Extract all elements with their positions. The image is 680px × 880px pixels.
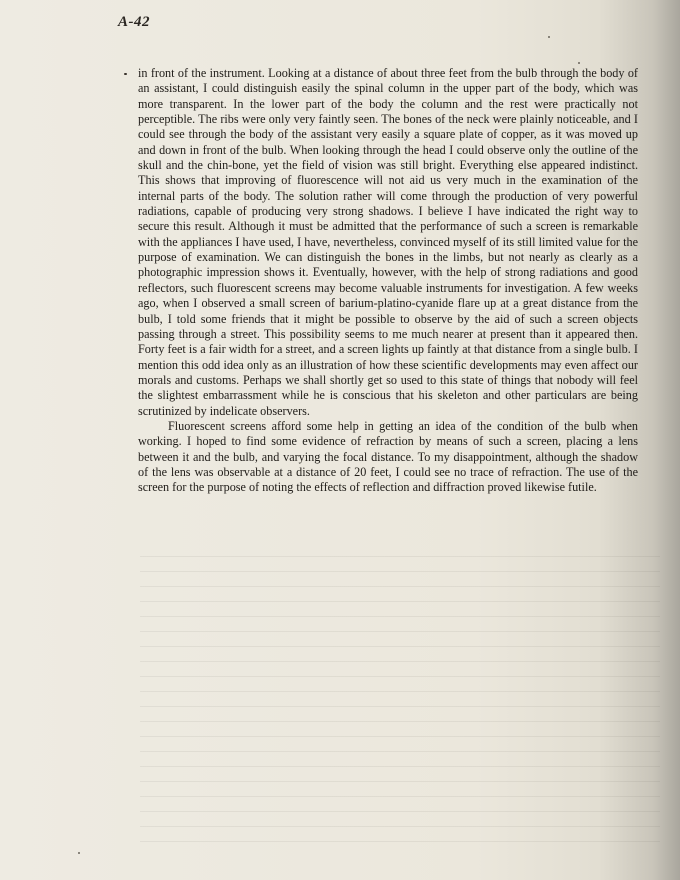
- paragraph-2: Fluorescent screens afford some help in getting an idea of the condition of the bulb when working. I hoped to find some evidence of refraction by means of such a screen, placing a lens between it and the bulb, and varying the focal distance. To my disappointment, although the shadow of the lens was observable at a distance of 20 feet, I could see no trace of refraction. The use of the screen for the purpose of noting the effects of reflection and diffraction proved likewise futile.: [138, 418, 638, 495]
- paper-speck: [548, 36, 550, 38]
- paper-speck: [78, 852, 80, 854]
- paragraph-1: in front of the instrument. Looking at a distance of about three feet from the bulb through the body of an assistant, I could distinguish easily the spinal column in the upper part of the body, which was more transparent. In the lower part of the body the column and the rest were practically not perceptible. The ribs were only very faintly seen. The bones of the neck were plainly noticeable, and I could see through the body of the assistant very easily a square plate of copper, as it was moved up and down in front of the bulb. When looking through the head I could observe only the outline of the skull and the chin-bone, yet the field of vision was still bright. Everything else appeared indistinct. This shows that improving of fluorescence will not aid us very much in the examination of the internal parts of the body. The solution rather will come through the production of very powerful radiations, capable of producing very strong shadows. I believe I have indicated the right way to secure this result. Although it must be admitted that the performance of such a screen is remarkable with the appliances I have used, I have, nevertheless, convinced myself of its still limited value for the purpose of examination. We can distinguish the bones in the limbs, but not nearly as clearly as a photographic impression shows it. Eventually, however, with the help of strong radiations and good reflectors, such fluorescent screens may become valuable instruments for investigation. A few weeks ago, when I observed a small screen of barium-platino-cyanide flare up at a great distance from the bulb, I told some friends that it might be possible to observe by the aid of such a screen objects passing through a street. This possibility seems to me much nearer at present than it appeared then. Forty feet is a fair width for a street, and a screen lights up faintly at that distance from a single bulb. I mention this odd idea only as an illustration of how these scientific developments may even affect our morals and customs. Perhaps we shall shortly get so used to this state of things that nobody will feel the slightest embarrassment while he is conscious that his skeleton and other particulars are being scrutinized by indelicate observers.: [138, 66, 638, 418]
- margin-mark: [124, 73, 127, 75]
- reverse-side-show-through: [140, 556, 660, 856]
- body-text: [138, 66, 638, 496]
- page-number: A-42: [118, 14, 150, 30]
- paper-speck: [578, 62, 580, 64]
